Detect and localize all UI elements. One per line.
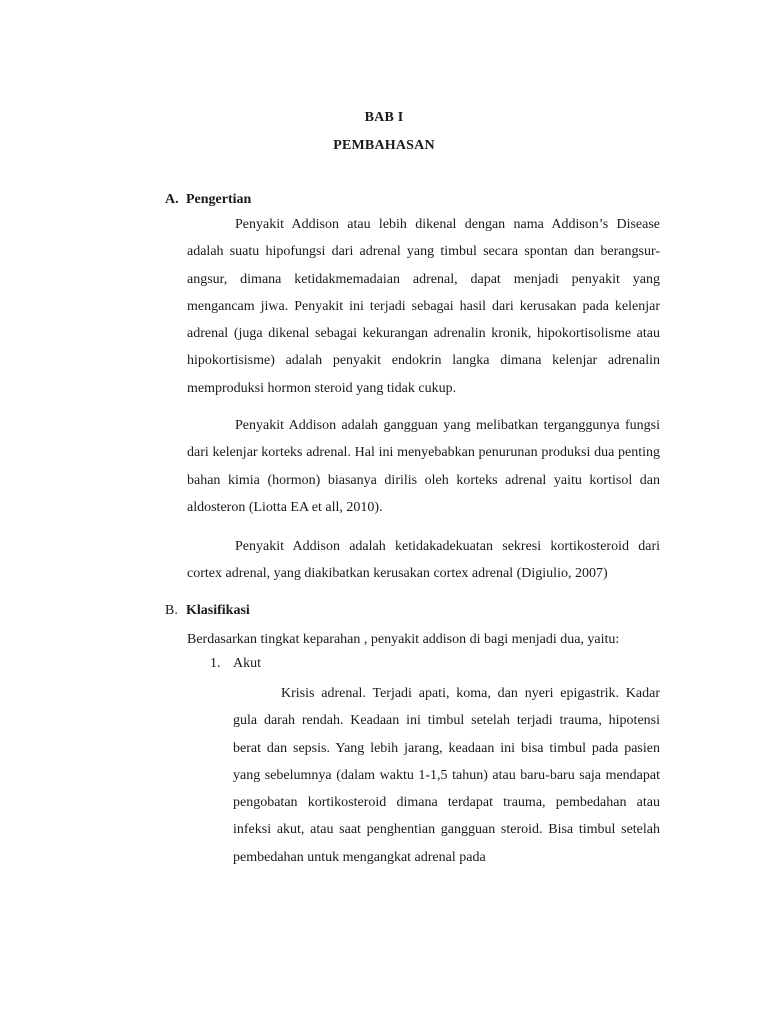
section-b-title: Klasifikasi	[186, 603, 250, 618]
list-item-number: 1.	[210, 656, 221, 671]
paragraph-akut: Krisis adrenal. Terjadi apati, koma, dan nyeri epigastrik. Kadar gula darah rendah. Keadaan ini timbul setelah terjadi trauma, hipotensi berat dan sepsis. Yang lebih jarang, keadaan ini bisa timbul pada pasien yang sebelumnya (dalam waktu 1-1,5 tahun) atau baru-baru saja mendapat pengobatan kortikosteroid dimana terdapat trauma, pembedahan atau infeksi akut, atau saat penghentian gangguan steroid. Bisa timbul setelah pembedahan untuk mengangkat adrenal pada	[233, 686, 660, 865]
section-b-letter: B.	[165, 603, 178, 618]
section-a-letter: A.	[165, 192, 179, 207]
paragraph-pengertian-3: Penyakit Addison adalah ketidakadekuatan sekresi kortikosteroid dari cortex adrenal, yang diakibatkan kerusakan cortex adrenal (Digiulio, 2007)	[187, 539, 660, 582]
paragraph-klasifikasi-intro: Berdasarkan tingkat keparahan , penyakit addison di bagi menjadi dua, yaitu:	[187, 632, 620, 647]
list-item-label: Akut	[233, 656, 261, 671]
chapter-number: BAB I	[364, 110, 404, 125]
section-b-heading	[165, 603, 250, 619]
list-item-akut	[210, 656, 261, 672]
section-a-heading	[165, 192, 251, 208]
paragraph-pengertian-1: Penyakit Addison atau lebih dikenal dengan nama Addison’s Disease adalah suatu hipofungsi dari adrenal yang timbul secara spontan dan berangsur-angsur, dimana ketidakmemadaian adrenal, dapat menjadi penyakit yang mengancam jiwa. Penyakit ini terjadi sebagai hasil dari kerusakan pada kelenjar adrenal (juga dikenal sebagai kekurangan adrenalin kronik, hipokortisolisme atau hipokortisisme) adalah penyakit endokrin langka dimana kelenjar adrenalin memproduksi hormon steroid yang tidak cukup.	[187, 217, 660, 396]
chapter-title: PEMBAHASAN	[333, 138, 435, 153]
section-a-title: Pengertian	[186, 192, 252, 207]
paragraph-pengertian-2: Penyakit Addison adalah gangguan yang melibatkan terganggunya fungsi dari kelenjar korteks adrenal. Hal ini menyebabkan penurunan produksi dua penting bahan kimia (hormon) biasanya dirilis oleh korteks adrenal yaitu kortisol dan aldosteron (Liotta EA et all, 2010).	[187, 418, 660, 515]
